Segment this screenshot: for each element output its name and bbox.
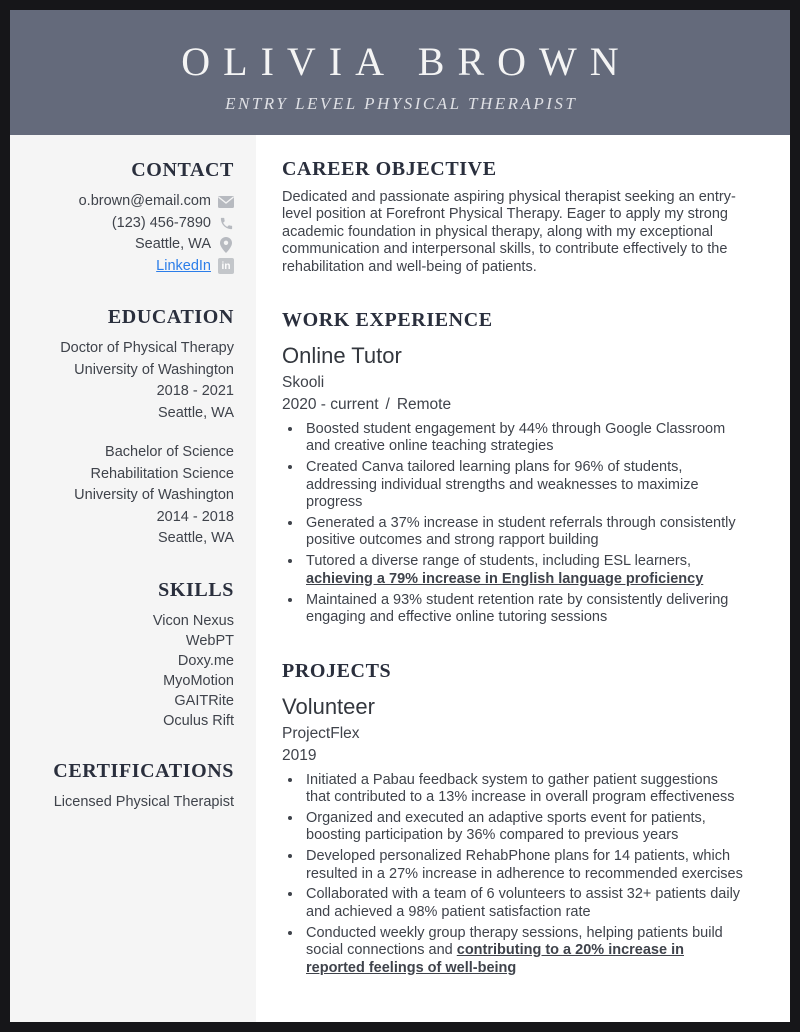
project-organization: ProjectFlex [282,724,360,742]
education-degree: Bachelor of Science [105,444,234,460]
job-title: Online Tutor [282,343,402,369]
skills-heading: SKILLS [158,578,234,601]
bullet-item: • Maintained a 93% student retention rate by consistently delivering engaging and effective online tutoring sessions [303,592,744,627]
education-dates: 2014 - 2018 [156,508,234,525]
job-dates-line [282,394,744,415]
sidebar [10,135,256,1022]
resume-frame [10,10,790,1022]
education-location: Seattle, WA [157,530,234,546]
job-company: Skooli [282,374,325,392]
education-entry [20,338,234,424]
phone-icon [218,215,234,231]
skill-item: Vicon Nexus [152,612,234,629]
location-pin-icon [218,237,234,253]
skill-item: MyoMotion [163,672,234,689]
contact-email: o.brown@email.com [78,193,211,209]
work-experience-section [282,309,744,626]
education-heading: EDUCATION [107,306,234,328]
contact-phone-row [20,213,234,235]
career-objective-text: Dedicated and passionate aspiring physical therapist seeking an entry-level position at Forefront Physical Therapy. Eager to apply my strong academic foundation in physical therapy, along with my exceptional communication and interpersonal skills, to contribute effectively to the rehabilitation and well-being of patients. [282,189,736,275]
bullet-item: • Boosted student engagement by 44% through Google Classroom and creative online teaching strategies [303,421,744,456]
resume-body [10,135,790,1022]
certification-item: Licensed Physical Therapist [53,793,234,810]
career-objective-section [282,158,744,276]
skill-item: Doxy.me [177,652,234,669]
career-objective-heading: CAREER OBJECTIVE [282,158,497,180]
bullet-item: • Conducted weekly group therapy sessions, helping patients build social connections and contributing to a 20% increase in reported feelings of well-being [303,925,744,977]
bullet-item: • Developed personalized RehabPhone plans for 14 patients, which resulted in a 27% increase in adherence to recommended exercises [303,848,744,883]
certifications-heading: CERTIFICATIONS [53,759,234,782]
job-location: Remote [396,396,452,414]
project-entry [282,693,744,977]
contact-email-row [20,191,234,213]
envelope-icon [218,194,234,210]
linkedin-link[interactable]: LinkedIn [156,257,211,274]
certifications-section [20,760,234,814]
job-dates: 2020 - current [282,396,379,414]
education-major: Rehabilitation Science [90,465,234,482]
linkedin-icon: in [218,258,234,274]
bullet-item: • Tutored a diverse range of students, including ESL learners, achieving a 79% increase in English language proficiency [303,553,744,588]
person-name: OLIVIA BROWN [181,38,632,84]
contact-location: Seattle, WA [134,236,211,252]
resume-header [10,10,790,135]
education-degree: Doctor of Physical Therapy [60,340,234,356]
bullet-item: • Generated a 37% increase in student referrals through consistently positive outcomes and strong rapport building [303,515,744,550]
skill-item: Oculus Rift [163,712,234,729]
education-section [20,306,234,550]
dates-separator: / [385,396,390,414]
education-location: Seattle, WA [157,404,234,421]
main-column [256,135,790,1022]
contact-location-row [20,234,234,256]
project-dates: 2019 [282,746,317,764]
projects-heading: PROJECTS [282,659,392,682]
bullet-item: • Initiated a Pabau feedback system to gather patient suggestions that contributed to a 13% increase in overall program effectiveness [303,772,744,807]
contact-phone: (123) 456-7890 [111,214,211,231]
project-title: Volunteer [282,693,375,719]
education-school: University of Washington [74,487,234,503]
projects-section [282,660,744,977]
bullet-item: • Created Canva tailored learning plans for 96% of students, addressing individual strengths and weaknesses to maximize progress [303,459,744,511]
person-title: ENTRY LEVEL PHYSICAL THERAPIST [225,93,578,113]
bullet-item: • Collaborated with a team of 6 volunteers to assist 32+ patients daily and achieved a 98% patient satisfaction rate [303,886,744,921]
skill-item: WebPT [185,632,234,649]
project-bullet-list [282,772,744,977]
skills-section [20,579,234,731]
job-entry [282,342,744,626]
contact-linkedin-row [20,256,234,278]
job-bullet-list [282,421,744,626]
education-dates: 2018 - 2021 [156,383,234,399]
contact-section [20,159,234,277]
work-experience-heading: WORK EXPERIENCE [282,309,493,332]
skill-item: GAITRite [174,692,234,709]
bullet-item: • Organized and executed an adaptive sports event for patients, boosting participation by 36% compared to previous years [303,810,744,845]
education-school: University of Washington [74,361,234,378]
education-entry [20,442,234,550]
contact-heading: CONTACT [131,159,234,181]
